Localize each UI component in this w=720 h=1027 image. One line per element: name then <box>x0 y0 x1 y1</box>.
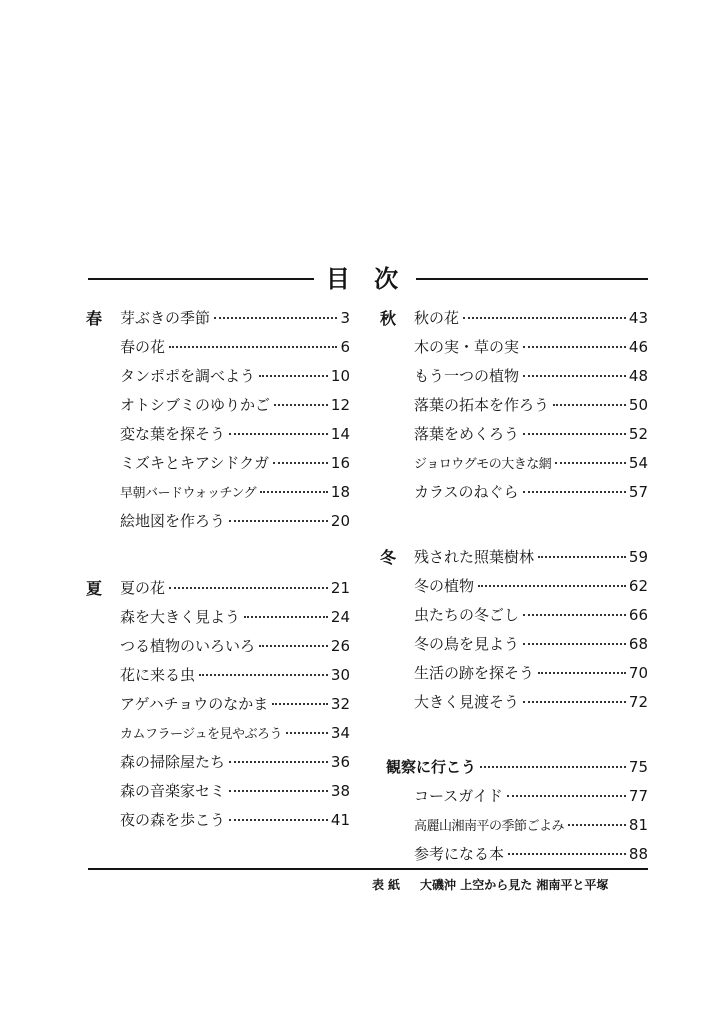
dot-leader <box>463 317 626 319</box>
entry-title: 落葉の拓本を作ろう <box>414 396 550 414</box>
toc-entry[interactable] <box>414 688 648 717</box>
entry-title: 夏の花 <box>120 579 166 597</box>
toc-entry[interactable] <box>120 632 350 661</box>
entry-page: 16 <box>330 454 350 472</box>
dot-leader <box>523 701 626 703</box>
dot-leader <box>523 433 626 435</box>
entry-page: 57 <box>628 483 648 501</box>
dot-leader <box>523 491 626 493</box>
entry-title: 花に来る虫 <box>120 666 196 684</box>
cover-text: 大磯沖 上空から見た 湘南平と平塚 <box>420 878 609 892</box>
entry-page: 62 <box>628 577 648 595</box>
section-label-autumn: 秋 <box>380 309 397 328</box>
dot-leader <box>523 643 626 645</box>
entry-page: 21 <box>330 579 350 597</box>
dot-leader <box>478 585 626 587</box>
toc-left-column <box>86 304 350 835</box>
entry-title: オトシブミのゆりかご <box>120 396 271 414</box>
footer-rule <box>88 868 648 870</box>
toc-entry[interactable] <box>414 572 648 601</box>
dot-leader <box>523 346 626 348</box>
entry-page: 59 <box>628 548 648 566</box>
entry-page: 52 <box>628 425 648 443</box>
page-title: 目 次 <box>325 265 407 293</box>
entry-title: 大きく見渡そう <box>414 693 520 711</box>
toc-entry[interactable] <box>414 840 648 869</box>
toc-entry[interactable] <box>414 659 648 688</box>
entry-page: 34 <box>330 724 350 742</box>
entry-title: 落葉をめくろう <box>414 425 520 443</box>
dot-leader <box>272 703 328 705</box>
toc-entry[interactable] <box>414 782 648 811</box>
entry-title: コースガイド <box>414 787 503 805</box>
entry-page: 14 <box>330 425 350 443</box>
entry-page: 66 <box>628 606 648 624</box>
dot-leader <box>555 462 626 464</box>
entry-page: 77 <box>628 787 648 805</box>
cover-caption <box>372 876 608 894</box>
dot-leader <box>538 672 626 674</box>
toc-entry[interactable] <box>120 574 350 603</box>
section-spring <box>86 304 350 536</box>
entry-title: 森を大きく見よう <box>120 608 241 626</box>
section-summer <box>86 574 350 835</box>
entry-title: 変な葉を探そう <box>120 425 226 443</box>
section-field-trips <box>380 753 648 869</box>
section-label-summer: 夏 <box>86 579 103 598</box>
entry-title: 秋の花 <box>414 309 460 327</box>
entry-title: カムフラージュを見やぶろう <box>120 727 282 742</box>
entry-title: 参考になる本 <box>414 845 505 863</box>
dot-leader <box>259 645 328 647</box>
entry-page: 50 <box>628 396 648 414</box>
entry-title: 残された照葉樹林 <box>414 548 535 566</box>
toc-entry[interactable] <box>414 478 648 507</box>
toc-entry[interactable] <box>414 304 648 333</box>
toc-entry[interactable] <box>120 719 350 748</box>
section-autumn <box>380 304 648 507</box>
entry-page: 10 <box>330 367 350 385</box>
entry-title: 生活の跡を探そう <box>414 664 535 682</box>
entry-page: 46 <box>628 338 648 356</box>
entry-title: 絵地図を作ろう <box>120 512 226 530</box>
entry-title: ミズキとキアシドクガ <box>120 454 270 472</box>
entry-page: 18 <box>330 483 350 501</box>
entry-page: 20 <box>330 512 350 530</box>
entry-title: 夜の森を歩こう <box>120 811 226 829</box>
toc-entry[interactable] <box>414 543 648 572</box>
toc-entry[interactable] <box>120 806 350 835</box>
entry-title: 高麗山湘南平の季節ごよみ <box>414 819 565 834</box>
entry-page: 54 <box>628 454 648 472</box>
toc-entry[interactable] <box>414 811 648 840</box>
dot-leader <box>244 616 328 618</box>
toc-entry[interactable] <box>120 478 350 507</box>
entry-title: ジョロウグモの大きな網 <box>414 457 552 472</box>
section-label-winter: 冬 <box>380 548 397 567</box>
dot-leader <box>169 346 337 348</box>
toc-entry[interactable] <box>120 420 350 449</box>
dot-leader <box>199 674 328 676</box>
dot-leader <box>523 375 626 377</box>
entry-page: 81 <box>628 816 648 834</box>
entry-title: もう一つの植物 <box>414 367 520 385</box>
toc-entry[interactable] <box>120 362 350 391</box>
cover-label: 表紙 <box>372 878 405 892</box>
entry-page: 38 <box>330 782 350 800</box>
entry-title: 春の花 <box>120 338 166 356</box>
entry-title: つる植物のいろいろ <box>120 637 256 655</box>
entry-page: 36 <box>330 753 350 771</box>
entry-page: 88 <box>628 845 648 863</box>
entry-page: 32 <box>330 695 350 713</box>
dot-leader <box>508 853 626 855</box>
entry-page: 43 <box>628 309 648 327</box>
toc-entry[interactable] <box>120 449 350 478</box>
dot-leader <box>480 766 626 768</box>
entry-title: 森の掃除屋たち <box>120 753 226 771</box>
dot-leader <box>229 433 328 435</box>
dot-leader <box>229 790 328 792</box>
toc-entry[interactable] <box>414 333 648 362</box>
entry-title: 観察に行こう <box>386 758 477 776</box>
entry-page: 75 <box>628 758 648 776</box>
entry-page: 41 <box>330 811 350 829</box>
title-rule-right <box>416 278 648 280</box>
dot-leader <box>274 404 328 406</box>
toc-entry[interactable] <box>414 449 648 478</box>
entry-title: 冬の鳥を見よう <box>414 635 520 653</box>
entry-page: 24 <box>330 608 350 626</box>
entry-title: 早朝バードウォッチング <box>120 486 257 501</box>
toc-entry[interactable] <box>414 630 648 659</box>
toc-entry[interactable] <box>120 690 350 719</box>
dot-leader <box>286 732 328 734</box>
entry-title: 森の音楽家セミ <box>120 782 226 800</box>
dot-leader <box>259 375 328 377</box>
toc-entry[interactable] <box>414 362 648 391</box>
entry-page: 68 <box>628 635 648 653</box>
dot-leader <box>229 761 328 763</box>
entry-page: 72 <box>628 693 648 711</box>
entry-page: 26 <box>330 637 350 655</box>
dot-leader <box>169 587 328 589</box>
entry-page: 6 <box>340 338 350 356</box>
dot-leader <box>229 819 328 821</box>
entry-page: 70 <box>628 664 648 682</box>
toc-entry[interactable] <box>120 748 350 777</box>
toc-entry[interactable] <box>120 777 350 806</box>
toc-entry[interactable] <box>414 420 648 449</box>
section-label-spring: 春 <box>86 309 103 328</box>
entry-page: 48 <box>628 367 648 385</box>
toc-entry[interactable] <box>414 391 648 420</box>
section-winter <box>380 543 648 717</box>
toc-entry-field-trips[interactable] <box>386 753 648 782</box>
entry-page: 30 <box>330 666 350 684</box>
entry-title: 冬の植物 <box>414 577 475 595</box>
dot-leader <box>553 404 626 406</box>
toc-entry[interactable] <box>120 304 350 333</box>
dot-leader <box>214 317 337 319</box>
dot-leader <box>273 462 328 464</box>
entry-title: 虫たちの冬ごし <box>414 606 520 624</box>
dot-leader <box>507 795 626 797</box>
dot-leader <box>260 491 328 493</box>
toc-entry[interactable] <box>120 661 350 690</box>
toc-entry[interactable] <box>120 603 350 632</box>
entry-page: 12 <box>330 396 350 414</box>
toc-entry[interactable] <box>120 507 350 536</box>
entry-title: カラスのねぐら <box>414 483 519 501</box>
entry-title: 芽ぶきの季節 <box>120 309 211 327</box>
dot-leader <box>538 556 626 558</box>
toc-right-column <box>380 304 648 869</box>
entry-title: 木の実・草の実 <box>414 338 520 356</box>
entry-title: タンポポを調べよう <box>120 367 256 385</box>
toc-entry[interactable] <box>120 391 350 420</box>
entry-title: アゲハチョウのなかま <box>120 695 269 713</box>
dot-leader <box>229 520 328 522</box>
dot-leader <box>568 824 626 826</box>
toc-entry[interactable] <box>414 601 648 630</box>
toc-entry[interactable] <box>120 333 350 362</box>
title-rule-left <box>88 278 314 280</box>
entry-page: 3 <box>340 309 350 327</box>
dot-leader <box>523 614 626 616</box>
